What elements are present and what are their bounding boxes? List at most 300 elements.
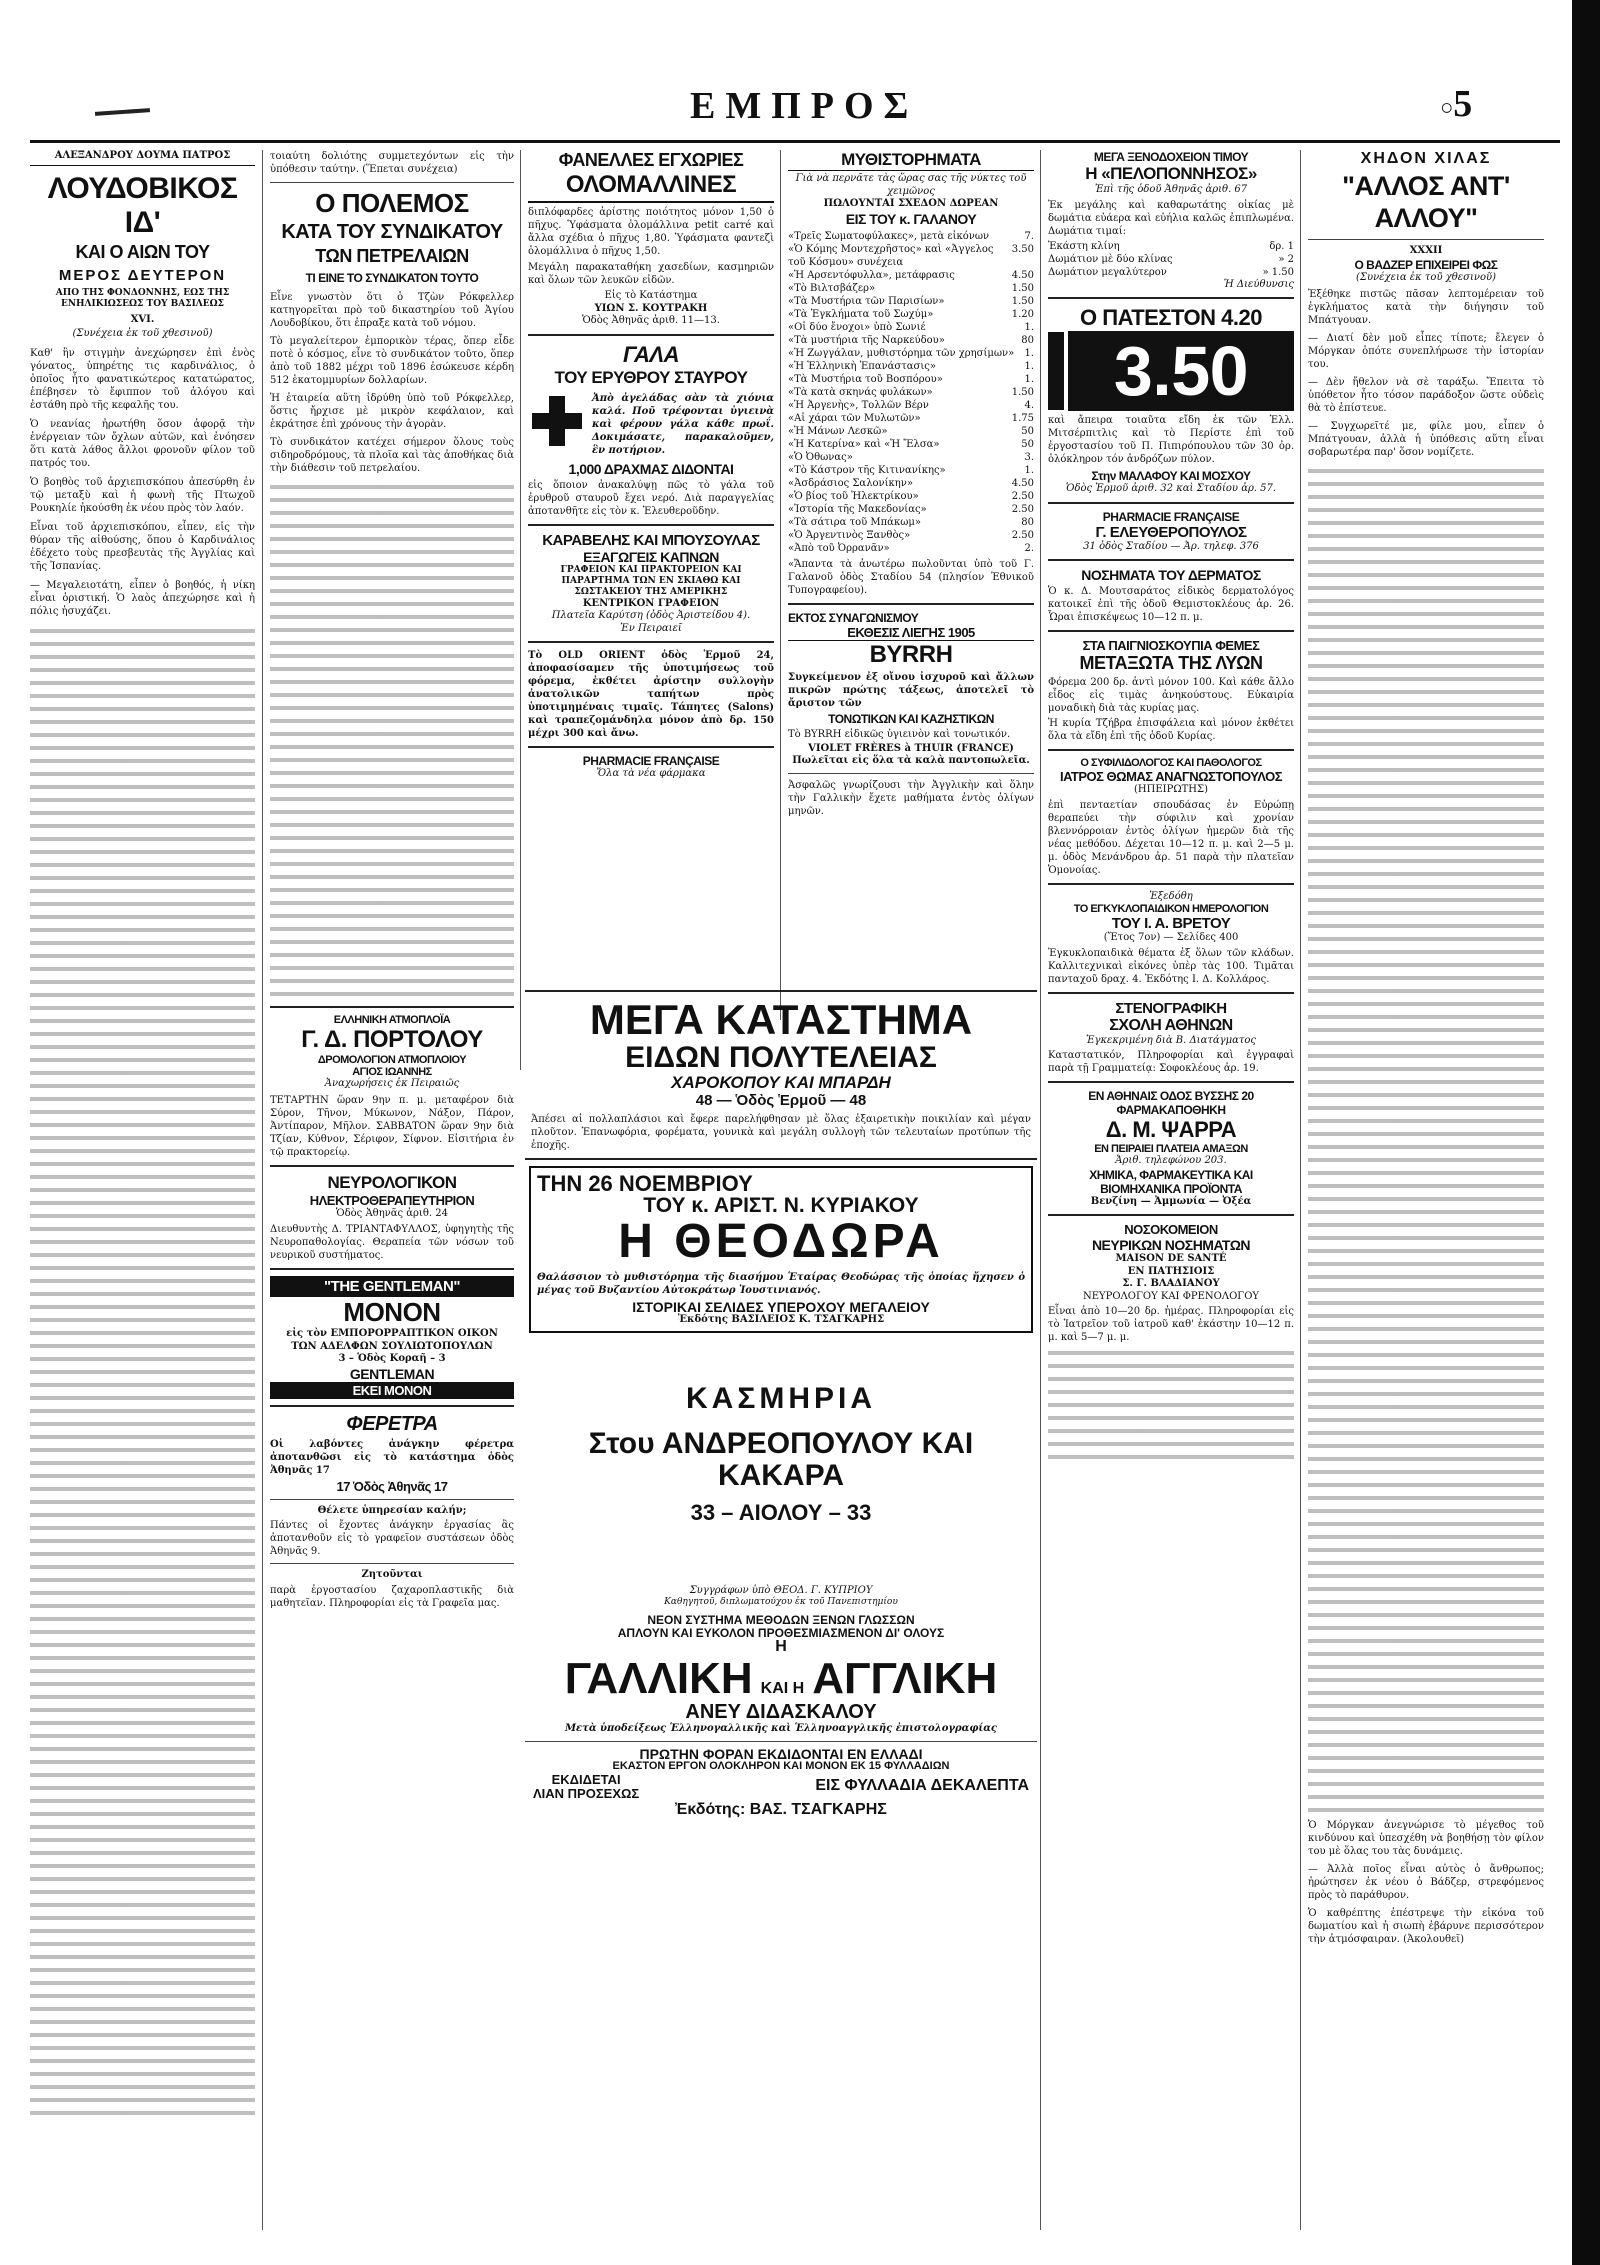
- ad-hotel-name: Η «ΠΕΛΟΠΟΝΝΗΣΟΣ»: [1085, 164, 1257, 183]
- price-label-strip: [1048, 332, 1064, 410]
- continuation-note: (Συνέχεια ἐκ τοῦ χθεσινοῦ): [72, 328, 213, 339]
- serial-header: ΧΗΔΟΝ ΧΙΛΑΣ: [1360, 150, 1492, 167]
- ad-drugstore-products: ΧΗΜΙΚΑ, ΦΑΡΜΑΚΕΥΤΙΚΑ ΚΑΙ ΒΙΟΜΗΧΑΝΙΚΑ ΠΡΟΪΟΝΤΑ: [1089, 1167, 1253, 1196]
- middle-ads: [525, 990, 1037, 2230]
- article-paragraph: Εἶναι τοῦ ἀρχιεπισκόπου, εἶπεν, εἰς τὴν θύραν τῆς αἰθούσης, ὅπου ὁ Καρδινάλιος ἐδέχετο τοὺς πρεσβευτὰς τῆς Ἀγγλίας καὶ τῆς Ἰσπανίας.: [30, 521, 255, 572]
- novel-list-item: [788, 529, 1034, 542]
- serial-subtitle: Ο ΒΑΔΖΕΡ ΕΠΙΧΕΙΡΕΙ ΦΩΣ: [1354, 257, 1498, 272]
- ad-flannel-store-name: ΥΙΩΝ Σ. ΚΟΥΤΡΑΚΗ: [594, 302, 708, 314]
- ad-silk-subtitle: ΜΕΤΑΞΩΤΑ ΤΗΣ ΛΥΩΝ: [1079, 653, 1263, 673]
- novel-list-item: [788, 386, 1034, 399]
- divider: [1048, 992, 1294, 994]
- serial-chapter: XXXII: [1409, 245, 1443, 256]
- novel-title: «Τὸ Βιλτσβάζερ»: [788, 282, 876, 294]
- ad-language-publishing-line: ΛΙΑΝ ΠΡΟΣΕΧΩΣ: [533, 1785, 640, 1801]
- ad-flannel-title: ΦΑΝΕΛΛΕΣ ΕΓΧΩΡΙΕΣ: [558, 150, 744, 170]
- ad-hotel-signature: Ἡ Διεύθυνσις: [1223, 278, 1294, 290]
- divider: [1048, 749, 1294, 751]
- ad-theodora-author: ΤΟΥ κ. ΑΡΙΣΤ. Ν. ΚΥΡΙΑΚΟΥ: [643, 1194, 919, 1218]
- ad-hotel-text: Ἐκ μεγάλης καὶ καθαρωτάτης οἰκίας μὲ δωμάτια εὐάερα καὶ εὐήλια καλῶς ἐπιπλωμένα. Δωμάτια τιμαί:: [1048, 199, 1294, 237]
- ad-shorthand-text: Καταστατικόν, Πληροφορίαι καὶ ἐγγραφαὶ παρὰ τῇ Γραμματείᾳ: Σοφοκλέους ἀρ. 19.: [1048, 1050, 1294, 1074]
- novel-list-item: [788, 295, 1034, 308]
- ad-coat-price-row: [1048, 331, 1294, 411]
- divider: [528, 524, 774, 526]
- ad-steamship-ship: ΑΓΙΟΣ ΙΩΑΝΝΗΣ: [352, 1066, 432, 1078]
- room-price-item: [1048, 253, 1294, 266]
- novel-title: «Αἱ χάραι τῶν Μυλωτῶν»: [788, 412, 921, 424]
- divider: [270, 1006, 514, 1008]
- divider: [270, 182, 514, 183]
- novel-list-item: [788, 230, 1034, 243]
- ad-drugstore-phone: Ἀριθ. τηλεφώνου 203.: [1115, 1155, 1227, 1166]
- room-price: » 2: [1278, 253, 1294, 265]
- novel-title: «Ὁ Ἀργεντινὸς Ξανθὸς»: [788, 529, 911, 541]
- divider: [528, 641, 774, 643]
- ad-skin-title: ΝΟΣΗΜΑΤΑ ΤΟΥ ΔΕΡΜΑΤΟΣ: [1081, 567, 1261, 583]
- ad-flannel-text: διπλόφαρδες ἀρίστης ποιότητος μόνον 1,50 ὁ πῆχυς. Ὑφάσματα ὁλομάλλινα petit carré καὶ ἄλλα σχέδια ὁ πῆχυς 1,80. Ὑφάσματα φαντεζὶ ὁλομάλλινα ὁ πῆχυς 1,50.: [528, 207, 774, 257]
- novel-price: 80: [1021, 516, 1034, 528]
- ad-coffins-text: Οἱ λαβόντες ἀνάγκην φέρετρα ἀποτανθῶσι εἰς τὸ κατάστημα ὁδὸς Ἀθηνᾶς 17: [270, 1438, 514, 1476]
- ad-theodora-publisher: Ἐκδότης ΒΑΣΙΛΕΙΟΣ Κ. ΤΣΑΓΚΑΡΗΣ: [677, 1314, 885, 1326]
- ad-almanac-text: Ἐγκυκλοπαιδικὰ θέματα ἐξ ὅλων τῶν κλάδων. Καλλιτεχνικαὶ εἰκόνες ὑπὲρ τὰς 100. Τιμᾶται πανταχοῦ δραχ. 4. Ἐκδότης Ι. Δ. Κολλάρος.: [1048, 947, 1294, 985]
- ad-byrrh-sold: Πωλεῖται εἰς ὅλα τὰ καλὰ παντοπωλεῖα.: [792, 755, 1030, 766]
- room-type: Δωμάτιον μεγαλύτερον: [1048, 266, 1167, 278]
- ad-shorthand-approval: Ἐγκεκριμένη διὰ Β. Διατάγματος: [1085, 1034, 1257, 1046]
- ad-drugstore-branch: ΕΝ ΠΕΙΡΑΙΕΙ ΠΛΑΤΕΙΑ ΑΜΑΞΩΝ: [1094, 1143, 1248, 1155]
- novel-list-item: [788, 464, 1034, 477]
- ad-steamship-route: ΔΡΟΜΟΛΟΓΙΟΝ ΑΤΜΟΠΛΟΙΟΥ: [317, 1054, 467, 1066]
- novel-price: 7.: [1024, 230, 1034, 242]
- ad-language-author: Συγγράφων ὑπὸ ΘΕΟΔ. Γ. ΚΥΠΡΙΟΥ: [689, 1584, 873, 1596]
- ad-gentleman-brand: GENTLEMAN: [349, 1365, 435, 1382]
- novel-price: 2.50: [1011, 529, 1034, 541]
- ad-shorthand-subtitle: ΣΧΟΛΗ ΑΘΗΝΩΝ: [1109, 1016, 1233, 1034]
- ad-tobacco-line: ΓΡΑΦΕΙΟΝ ΚΑΙ ΠΡΑΚΤΟΡΕΙΟΝ ΚΑΙ ΠΑΡΑΡΤΗΜΑ ΤΩΝ ΕΝ ΣΚΙΑΘΩ ΚΑΙ ΣΩΣΤΑΚΕΙΟΥ ΤΗΣ ΑΜΕΡΙΚΗΣ: [560, 564, 742, 597]
- article-title: Ο ΠΟΛΕΜΟΣ: [315, 188, 469, 218]
- ad-byrrh-kicker: ΕΚΤΟΣ ΣΥΝΑΓΩΝΙΣΜΟΥ: [788, 610, 919, 625]
- ad-doctor-title: Ο ΣΥΦΙΛΙΔΟΛΟΓΟΣ ΚΑΙ ΠΑΘΟΛΟΓΟΣ: [1080, 757, 1262, 769]
- ad-byrrh-expo: ΕΚΘΕΣΙΣ ΛΙΕΓΗΣ 1905: [788, 625, 1034, 641]
- ad-flannel-subtitle: ΟΛΟΜΑΛΛΙΝΕΣ: [528, 171, 774, 203]
- column-rule: [1300, 150, 1301, 2230]
- novel-list-item: [788, 360, 1034, 373]
- novel-price: 4.50: [1011, 477, 1034, 489]
- serial-title: "ΑΛΛΟΣ ΑΝΤ' ΑΛΛΟΥ": [1342, 171, 1510, 233]
- ad-language-french: ΓΑΛΛΙΚΗ: [564, 1653, 753, 1703]
- ad-gentleman-footer: ΕΚΕΙ ΜΟΝΟΝ: [270, 1382, 514, 1399]
- ad-silk-title: ΣΤΑ ΠΑΙΓΝΙΟΣΚΟΥΠΙΑ ΦΕΜΕΣ: [1082, 638, 1260, 653]
- article-title: ΚΑΤΑ ΤΟΥ ΣΥΝΔΙΚΑΤΟΥ: [281, 221, 503, 243]
- ad-flannel-text: Μεγάλη παρακαταθήκη χασεδίων, κασμηριῶν καὶ ὅλων τῶν λευκῶν εἰδῶν.: [528, 262, 774, 286]
- divider: [1048, 1214, 1294, 1216]
- novel-price: 1.75: [1011, 412, 1034, 424]
- divider: [270, 1405, 514, 1407]
- article-paragraph: Καθ' ἣν στιγμὴν ἀνεχώρησεν ἐπὶ ἐνὸς γόνατος, ὑπηρέτης τις καρδινάλιος, ὁ ὁποῖος ἦτο φανατικώτερος κατατώρατος, ἐπέβησεν τὸ ἔφιππον τοῦ ἀλόγου καὶ ἐστάθη πρὸ τῆς κεφαλῆς του.: [30, 347, 255, 411]
- novel-price: 50: [1021, 438, 1034, 450]
- novels-seller: ΕΙΣ ΤΟΥ κ. ΓΑΛΑΝΟΥ: [845, 210, 977, 227]
- novel-price: 4.50: [1011, 269, 1034, 281]
- article-body-filler: [1308, 464, 1544, 1814]
- ad-language-first: ΠΡΩΤΗΝ ΦΟΡΑΝ ΕΚΔΙΔΟΝΤΑΙ ΕΝ ΕΛΛΑΔΙ: [639, 1745, 923, 1762]
- ad-milk-text: εἰς ὅποιον ἀνακαλύψῃ πῶς τὸ γάλα τοῦ ἐρυθροῦ σταυροῦ ἔχει νερό. Διὰ παραγγελίας ἀποτανθῆτε εἰς τὸν κ. Ἐλευθεροῦδην.: [528, 479, 774, 517]
- ad-language-format: ΕΙΣ ΦΥΛΛΑΔΙΑ ΔΕΚΑΛΕΠΤΑ: [815, 1777, 1029, 1795]
- ad-byrrh-text: Συγκείμενον ἐξ οἴνου ἰσχυροῦ καὶ ἄλλων πικρῶν πρώτης τάξεως, ἀποτελεῖ τὸ ἄριστον τῶν: [788, 671, 1034, 709]
- novel-title: «Ἡ Ζωγγάλαν, μυθιστόρημα τῶν χρησίμων»: [788, 347, 1015, 359]
- ad-gentleman-only: ΜΟΝΟΝ: [343, 1297, 441, 1327]
- ad-neuro-subtitle: ΗΛΕΚΤΡΟΘΕΡΑΠΕΥΤΗΡΙΟΝ: [309, 1192, 475, 1208]
- ad-store-subtitle: ΕΙΔΩΝ ΠΟΛΥΤΕΛΕΙΑΣ: [625, 1041, 937, 1075]
- ad-coat-price-new: 3.50: [1068, 331, 1294, 411]
- ad-coat-store: Στην ΜΑΛΑΦΟΥ ΚΑΙ ΜΟΣΧΟΥ: [1091, 469, 1251, 483]
- novel-list-item: [788, 321, 1034, 334]
- feuilleton-part: ΜΕΡΟΣ ΔΕΥΤΕΡΟΝ: [58, 266, 227, 284]
- masthead-title: ΕΜΠΡΟΣ: [690, 85, 919, 127]
- room-price-item: [1048, 240, 1294, 253]
- ad-language-publisher: Ἐκδότης: ΒΑΣ. ΤΣΑΓΚΑΡΗΣ: [675, 1801, 887, 1819]
- ad-coffins-title: ΦΕΡΕΤΡΑ: [346, 1412, 438, 1435]
- masthead-rule: [30, 140, 1560, 143]
- ad-clinic-french: MAISON DE SANTÉ: [1115, 1253, 1227, 1264]
- novel-title: «Τὸ Κάστρον τῆς Κιτινανίκης»: [788, 464, 946, 476]
- divider: [788, 603, 1034, 605]
- article-subtitle: ΤΙ ΕΙΝΕ ΤΟ ΣΥΝΔΙΚΑΤΟΝ ΤΟΥΤΟ: [305, 271, 479, 285]
- novel-title: «Ἡ Αρσεντόφυλλα», μετάφρασις: [788, 269, 955, 281]
- novel-list-item: [788, 399, 1034, 412]
- novel-list-item: [788, 516, 1034, 529]
- ad-steamship-kicker: ΕΛΛΗΝΙΚΗ ΑΤΜΟΠΛΟΪΑ: [333, 1014, 451, 1026]
- ad-almanac-author: ΤΟΥ Ι. Α. ΒΡΕΤΟΥ: [1111, 915, 1231, 932]
- novel-price: 3.: [1024, 451, 1034, 463]
- column-rule: [780, 150, 781, 1020]
- novel-list-item: [788, 269, 1034, 282]
- article-paragraph: — Δὲν ἤθελον νὰ σὲ ταράξω. Ἔπειτα τὸ ὑπόθετον ἦτο τόσον παράδοξον ὥστε οὐδεὶς θὰ τὸ ἐπίστευε.: [1308, 377, 1544, 414]
- ad-language-article: Η: [775, 1638, 787, 1656]
- ad-steamship-text: ΤΕΤΑΡΤΗΝ ὥραν 9ην π. μ. μεταφέρον διὰ Σύρον, Τῆνον, Μύκωνον, Νάξον, Πάρον, Ἀντίπαρον, Μῆλον. ΣΑΒΒΑΤΟΝ ὥραν 9ην διὰ Τζίαν, Κύθνον, Σέριφον, Σίφνον. Εἰσιτήρια ἐν τῷ πρακτορείῳ.: [270, 1094, 514, 1158]
- article-title: ΤΩΝ ΠΕΤΡΕΛΑΙΩΝ: [315, 246, 469, 266]
- divider: [1048, 502, 1294, 504]
- ad-language-note: Μετὰ ὑποδείξεως Ἑλληνογαλλικῆς καὶ Ἑλληνοαγγλικῆς ἐπιστολογραφίας: [564, 1723, 998, 1735]
- ad-theodora: [529, 1166, 1033, 1333]
- ad-store-text: Ἀπέσει αἱ πολλαπλάσιοι καὶ ἔφερε παρελήφθησαν μὲ ὅλας ἐξαιρετικὴν ποικιλίαν καὶ μέγαν πλοῦτον. Ἐπανωφόρια, φορέματα, γουνικὰ καὶ μεγάλη συλλογὴ τῶν τελευταίων προτύπων τῆς ἐποχῆς.: [531, 1114, 1031, 1152]
- ad-hotel-title: ΜΕΓΑ ΞΕΝΟΔΟΧΕΙΟΝ ΤΙΜΟΥ: [1093, 150, 1249, 164]
- ad-clinic-specialty: ΝΕΥΡΟΛΟΓΟΥ ΚΑΙ ΦΡΕΝΟΛΟΓΟΥ: [1082, 1290, 1260, 1302]
- novel-list-item: [788, 503, 1034, 516]
- novel-list-item: [788, 438, 1034, 451]
- ad-language-system: ΝΕΟΝ ΣΥΣΤΗΜΑ ΜΕΘΟΔΩΝ ΞΕΝΩΝ ΓΛΩΣΣΩΝ: [647, 1613, 915, 1627]
- novel-price: 1.20: [1011, 308, 1034, 320]
- novel-title: «Τὰ μυστήρια τῆς Ναρκεύδου»: [788, 334, 945, 346]
- ad-almanac-title: ΤΟ ΕΓΚΥΚΛΟΠΑΙΔΙΚΟΝ ΗΜΕΡΟΛΟΓΙΟΝ: [1073, 903, 1269, 915]
- article-paragraph: Ὁ νεανίας ἠρωτήθη ὅσον ἀφορᾷ τὴν ἐνέργειαν τῶν ὄχλων αὐτῶν, καὶ ἐνόησεν ὅτι κατὰ λάθος ἄλλοι φρονοῦν φίλον τοῦ πατρός του.: [30, 418, 255, 469]
- ad-clinic-location: ΕΝ ΠΑΤΗΣΙΟΙΣ: [1127, 1265, 1215, 1277]
- novel-title: «Οἱ δύο ἔνοχοι» ὑπὸ Σωνιέ: [788, 321, 926, 333]
- novel-list-item: [788, 425, 1034, 438]
- ad-cashmere-store: Στου ΑΝΔΡΕΟΠΟΥΛΟΥ ΚΑΙ ΚΑΚΑΡΑ: [588, 1427, 974, 1492]
- novel-title: «Τρεῖς Σωματοφύλακες», μετὰ εἰκόνων: [788, 230, 990, 242]
- ad-steamship-company: Γ. Δ. ΠΟΡΤΟΛΟΥ: [301, 1026, 483, 1053]
- ad-gentleman-title: "THE GENTLEMAN": [270, 1276, 514, 1297]
- ad-theodora-title: Η ΘΕΟΔΩΡΑ: [618, 1215, 944, 1269]
- novel-title: «Ἰστορία τῆς Μακεδονίας»: [788, 503, 927, 515]
- column-2: [270, 150, 514, 2230]
- divider: [270, 1563, 514, 1564]
- column-rule: [262, 150, 263, 2230]
- novel-price: 2.50: [1011, 503, 1034, 515]
- novel-price: 2.50: [1011, 490, 1034, 502]
- page-number: ○5: [1440, 83, 1473, 125]
- divider: [1048, 630, 1294, 632]
- ad-theodora-text: Θαλάσσιον τὸ μυθιστόρημα τῆς διασήμου Ἑταίρας Θεοδώρας τῆς ὁποίας ἤχησεν ὁ μέγας τοῦ Βυζαντίου Αὐτοκράτωρ Ἰουστινιανός.: [537, 1271, 1025, 1296]
- ad-language-issues: ΕΚΑΣΤΟΝ ΕΡΓΟΝ ΟΛΟΚΛΗΡΟΝ ΚΑΙ ΜΟΝΟΝ ΕΚ 15 ΦΥΛΛΑΔΙΩΝ: [612, 1760, 950, 1773]
- masthead: [0, 60, 1572, 150]
- novel-title: «Ὁ Ὀθωνας»: [788, 451, 853, 463]
- novel-list-item: [788, 243, 1034, 269]
- divider: [525, 1158, 1037, 1160]
- ad-clinic-title: ΝΟΣΟΚΟΜΕΙΟΝ: [1124, 1222, 1218, 1237]
- novel-title: «Τὰ Μυστήρια τοῦ Βοσπόρου»: [788, 373, 943, 385]
- novel-list-item: [788, 542, 1034, 555]
- ad-neuro-address: Ὁδὸς Ἀθηνᾶς ἀριθ. 24: [336, 1207, 448, 1219]
- novels-title: ΜΥΘΙΣΤΟΡΗΜΑΤΑ: [788, 150, 1034, 171]
- ad-old-orient-text: Τὸ OLD ORIENT ὁδὸς Ἑρμοῦ 24, ἀποφασίσαμεν τῆς ὑποτιμήσεως τοῦ φόρεμα, ἐκθέτει ἀρίστην συλλογὴν ἀνατολικῶν ταπήτων πρὸς ὑποτιμημέναις τιμαῖς. Τάπητες (Salons) καὶ τραπεζομάνδηλα μόνον ἀπὸ δρ. 150 μέχρι 300 καὶ ἄνω.: [528, 650, 774, 739]
- ad-doctor-text: ἐπὶ πενταετίαν σπουδάσας ἐν Εὐρώπῃ θεραπεύει τὴν σύφιλιν καὶ χρονίαν βλεννόρροιαν ἐντὸς ὀλίγων ἡμερῶν διὰ τῆς νέας μεθόδου. Δέχεται 10—12 π. μ. καὶ 2—5 μ. μ. ὁδὸς Μενάνδρου ἀρ. 51 παρὰ τὴν πλατεῖαν Ὁμονοίας.: [1048, 799, 1294, 876]
- continuation-note: (Συνέχεια ἐκ τοῦ χθεσινοῦ): [1356, 271, 1496, 283]
- article-paragraph: — Συγχωρεῖτέ με, φίλε μου, εἶπεν ὁ Μπάτγουαν, ἀλλὰ ἡ ὑπόθεσις αὕτη εἶναι σοβαρωτέρα παρ' ὅσον νομίζετε.: [1308, 421, 1544, 458]
- masthead-scratch-mark: [95, 108, 150, 116]
- ad-almanac-kicker: Ἐξεδόθη: [1149, 890, 1193, 902]
- ad-wanted-title: Ζητοῦνται: [361, 1569, 423, 1580]
- ad-coat-text: καὶ ἄπειρα τοιαῦτα εἴδη ἐκ τῶν Ἑλλ. Μιτσέρπιτλις καὶ τὸ Περίστε ἐπὶ τοῦ ἐργοστασίου τοῦ Π. Πιπιρόπουλου τῶν 30 ὀρ. ὁλόκληρον τόν ἀνδρόζων πύλον.: [1048, 415, 1294, 465]
- ad-byrrh-brand: BYRRH: [869, 640, 953, 668]
- novel-price: 2.: [1024, 542, 1034, 554]
- novel-list-item: [788, 373, 1034, 386]
- ad-gentleman-address: 3 – Ὁδὸς Κοραῆ – 3: [338, 1353, 446, 1364]
- ad-neuro-title: ΝΕΥΡΟΛΟΓΙΚΟΝ: [327, 1172, 457, 1192]
- article-body-filler: [1048, 1346, 1294, 1466]
- ad-pharmacy-address: 31 ὁδὸς Σταδίου — Ἀρ. τηλεφ. 376: [1083, 540, 1259, 552]
- ad-language-and: ΚΑΙ Η: [760, 1679, 805, 1697]
- ad-theodora-pages: ΙΣΤΟΡΙΚΑΙ ΣΕΛΙΔΕΣ ΥΠΕΡΟΧΟΥ ΜΕΓΑΛΕΙΟΥ: [632, 1298, 930, 1315]
- novel-price: 50: [1021, 425, 1034, 437]
- divider: [270, 1165, 514, 1167]
- novel-price: 4.: [1024, 399, 1034, 411]
- ad-silk-text: Ἡ κυρία Τζήβρα ἐπισφάλεια καὶ μόνον ἐκθέτει ὅλα τὰ εἴδη ἐπὶ τῆς ὁδοῦ Κυρίας.: [1048, 718, 1294, 742]
- ad-language-no-teacher: ΑΝΕΥ ΔΙΔΑΣΚΑΛΟΥ: [685, 1701, 877, 1724]
- divider: [525, 990, 1037, 992]
- ad-drugstore-items: Βενζίνη — Ἀμμωνία — Ὀξέα: [1090, 1195, 1252, 1207]
- divider: [270, 1268, 514, 1270]
- ad-drugstore-address: ΕΝ ΑΘΗΝΑΙΣ ΟΔΟΣ ΒΥΣΣΗΣ 20: [1088, 1089, 1254, 1103]
- ad-service-text: Πάντες οἱ ἔχοντες ἀνάγκην ἐργασίας ἂς ἀποτανθοῦν εἰς τὸ γραφεῖον συστάσεων ὁδὸς Ἀθηνᾶς 9.: [270, 1520, 514, 1557]
- article-body-filler: [270, 480, 514, 1000]
- ad-cashmere-title: ΚΑΣΜΗΡΙΑ: [686, 1381, 876, 1415]
- room-price: » 1.50: [1262, 266, 1294, 278]
- ad-pharmacy-title: PHARMACIE FRANÇAISE: [1102, 509, 1240, 524]
- ad-tobacco-title: ΚΑΡΑΒΕΛΗΣ ΚΑΙ ΜΠΟΥΣΟΥΛΑΣ: [542, 531, 760, 549]
- ad-service-title: Θέλετε ὑπηρεσίαν καλήν;: [317, 1504, 467, 1516]
- ad-pharmacy-text: Ὅλα τὰ νέα φάρμακα: [596, 768, 706, 779]
- feuilleton-from-line: ΑΠΟ ΤΗΣ ΦΟΝΔΟΝΝΗΣ, ΕΩΣ ΤΗΣ ΕΝΗΛΙΚΙΩΣΕΩΣ ΤΟΥ ΒΑΣΙΛΕΩΣ: [55, 287, 230, 309]
- ad-coffins-address: 17 Ὁδὸς Ἀθηνᾶς 17: [336, 1478, 448, 1494]
- room-type: Δωμάτιον μὲ δύο κλίνας: [1048, 253, 1173, 265]
- ad-coat-address: Ὁδὸς Ἑρμοῦ ἀριθ. 32 καὶ Σταδίου ἀρ. 57.: [1065, 483, 1277, 494]
- column-4: [788, 150, 1034, 980]
- ad-store-title: ΜΕΓΑ ΚΑΤΑΣΤΗΜΑ: [589, 996, 973, 1043]
- article-paragraph: Ὁ Μόργκαν ἀνεγνώρισε τὸ μέγεθος τοῦ κινδύνου καὶ ὑπεσχέθη νὰ βοηθήσῃ τὸν φίλον του μὲ ὅλας του τὰς δυνάμεις.: [1308, 1820, 1544, 1857]
- novel-list-item: [788, 412, 1034, 425]
- ad-hotel-prices: [1048, 240, 1294, 279]
- ad-tobacco-city: Ἐν Πειραιεῖ: [620, 622, 682, 634]
- article-paragraph: Τὸ μεγαλείτερον ἐμπορικὸν τέρας, ὅπερ εἶδε ποτὲ ὁ κόσμος, εἶνε τὸ συνδικάτον τοῦτο, ὅπερ ἀπὸ τοῦ 1882 μέχρι τοῦ 1896 ἐσώκευσε κέρδη 512 ἑκατομμυρίων δολλαρίων.: [270, 336, 514, 386]
- article-paragraph: — Ἀλλὰ ποῖος εἶναι αὐτὸς ὁ ἄνθρωπος; ἠρώτησεν ἐκ νέου ὁ Βάδζερ, στρεφόμενος πρὸς τὸ παράθυρον.: [1308, 1864, 1544, 1901]
- divider: [1048, 883, 1294, 885]
- ad-milk-text: Ἀπὸ ἀγελάδας σὰν τὰ χιόνια καλά. Ποῦ τρέφονται ὑγιεινὰ καὶ φέρουν γάλα κάθε πρωΐ. Δοκιμάσατε, παρακαλοῦμεν, ἓν ποτήριον.: [592, 392, 774, 456]
- ad-drugstore-title: ΦΑΡΜΑΚΑΠΟΘΗΚΗ: [1116, 1103, 1226, 1117]
- ad-milk-body: [528, 392, 774, 457]
- column-3: [528, 150, 774, 980]
- novel-list-item: [788, 308, 1034, 321]
- scan-border: [1572, 0, 1600, 2265]
- novel-title: «Ὁ Κόμης Μοντεχρῆστος» καὶ «Ἀγγελος τοῦ Κόσμου» συνέχεια: [788, 243, 994, 268]
- novels-note: «Ἄπαντα τὰ ἀνωτέρω πωλοῦνται ὑπὸ τοῦ Γ. Γαλανοῦ ὁδὸς Σταδίου 54 (πλησίον Ἐθνικοῦ Τυπογραφείου).: [788, 558, 1034, 596]
- ad-flannel-store: Εἰς τὸ Κατάστημα: [604, 290, 698, 301]
- ad-byrrh-tonic: ΤΟΝΩΤΙΚΩΝ ΚΑΙ ΚΑΖΗΣΤΙΚΩΝ: [828, 711, 994, 726]
- novel-price: 1.: [1024, 373, 1034, 385]
- feuilleton-kicker: ΑΛΕΞΑΝΔΡΟΥ ΔΟΥΜΑ ΠΑΤΡΟΣ: [30, 150, 255, 166]
- novel-title: «Ἡ Ἀργενὴς», Τολλῶν Βέρν: [788, 399, 929, 411]
- novel-title: «Ὁ βίος τοῦ Ἡλεκτρίκου»: [788, 490, 919, 502]
- novel-title: «Τὰ σάτιρα τοῦ Μπάκωμ»: [788, 516, 921, 528]
- room-price-item: [1048, 266, 1294, 279]
- ad-tobacco-address: Πλατεῖα Καρύτση (ὁδὸς Ἀριστείδου 4).: [551, 610, 751, 621]
- feuilleton-title: ΛΟΥΔΟΒΙΚΟΣ ΙΔ': [47, 171, 238, 239]
- room-type: Ἐκάστη κλίνη: [1048, 240, 1120, 252]
- column-rule: [1040, 150, 1041, 2230]
- ad-doctor-origin: (ΗΠΕΙΡΩΤΗΣ): [1134, 784, 1208, 795]
- article-paragraph: — Διατί δὲν μοῦ εἶπες τίποτε; ἔλεγεν ὁ Μόργκαν ὁπότε συνεπλήρωσε τὴν ἱστορίαν του.: [1308, 333, 1544, 370]
- novel-list-item: [788, 451, 1034, 464]
- ad-almanac-year: (Ἔτος 7ον) — Σελίδες 400: [1103, 932, 1239, 943]
- novel-price: 1.50: [1011, 282, 1034, 294]
- article-paragraph: Τὸ συνδικάτον κατέχει σήμερον ὅλους τοὺς σιδηροδρόμους, τὰ πλοῖα καὶ τὰς ἀποθήκας διὰ τὴν διάθεσιν τοῦ πετρελαίου.: [270, 437, 514, 474]
- article-paragraph: Ἡ ἐταιρεία αὕτη ἱδρύθη ὑπὸ τοῦ Ρόκφελλερ, ὅστις ἤρχισε μὲ μικρὸν κεφάλαιον, καὶ ἐκράτησε ἐπὶ χρόνους τὴν ἀγορὰν.: [270, 393, 514, 430]
- ad-steamship-departures: Ἀναχωρήσεις ἐκ Πειραιῶς: [324, 1078, 460, 1089]
- ad-theodora-date: ΤΗΝ 26 ΝΟΕΜΒΡΙΟΥ: [537, 1171, 753, 1197]
- novels-list: [788, 230, 1034, 555]
- column-feuilleton: [30, 150, 255, 2230]
- divider: [1048, 297, 1294, 299]
- feuilleton-subtitle: ΚΑΙ Ο ΑΙΩΝ ΤΟΥ: [75, 241, 210, 262]
- novel-title: «Τὰ κατὰ σκηνάς φυλάκων»: [788, 386, 933, 398]
- novel-title: «Ἡ Μάνων Λεσκῶ»: [788, 425, 888, 437]
- ad-language-text: Ἀσφαλῶς γνωρίζουσι τὴν Ἀγγλικὴν καὶ ὅλην τὴν Γαλλικὴν ἔχετε μαθήματα ἐντὸς ὀλίγων μηνῶν.: [788, 779, 1034, 817]
- novel-list-item: [788, 334, 1034, 347]
- ad-language-author-title: Καθηγητοῦ, διπλωματούχου ἐκ τοῦ Πανεπιστημίου: [664, 1597, 898, 1607]
- ad-doctor-name: ΙΑΤΡΟΣ ΘΩΜΑΣ ΑΝΑΓΝΩΣΤΟΠΟΥΛΟΣ: [1059, 769, 1282, 784]
- novel-list-item: [788, 282, 1034, 295]
- novel-price: 1.50: [1011, 295, 1034, 307]
- red-cross-icon: [528, 392, 586, 450]
- novel-title: «Ἀσδράσιος Σαλονίκην»: [788, 477, 913, 489]
- divider: [788, 773, 1034, 774]
- novel-list-item: [788, 477, 1034, 490]
- article-paragraph: Ἐξέθηκε πιστῶς πᾶσαν λεπτομέρειαν τοῦ ἐγκλήματος κατὰ τὴν διήγησιν τοῦ Μπάτγουαν.: [1308, 289, 1544, 326]
- ad-language-english: ΑΓΓΛΙΚΗ: [812, 1653, 998, 1703]
- divider: [525, 1741, 1037, 1742]
- ad-store-address: 48 — Ὁδὸς Ἑρμοῦ — 48: [695, 1092, 867, 1110]
- novel-title: «Τὰ Μυστήρια τῶν Παρισίων»: [788, 295, 945, 307]
- column-rule: [520, 150, 521, 1070]
- ad-flannel-address: Ὁδὸς Ἀθηνᾶς ἀριθ. 11—13.: [582, 315, 720, 326]
- article-paragraph: Εἶνε γνωστὸν ὅτι ὁ Τζὼν Ρόκφελλερ κατηγορεῖται πρὸ τοῦ δικαστηρίου τοῦ Ἀγίου Λουδοβίκου, ὅτι ἐπραξε κατὰ τοῦ νόμου.: [270, 292, 514, 329]
- ad-milk-title: ΓΑΛΑ: [623, 341, 679, 367]
- article-body-filler: [30, 624, 255, 2124]
- ad-gentleman-line: ΤΩΝ ΑΔΕΛΦΩΝ ΣΟΥΛΙΩΤΟΠΟΥΛΩΝ: [291, 1340, 493, 1352]
- ad-tobacco-line: ΚΕΝΤΡΙΚΟΝ ΓΡΑΦΕΙΟΝ: [582, 597, 720, 609]
- novel-list-item: [788, 490, 1034, 503]
- ad-cashmere-address: 33 – ΑΙΟΛΟΥ – 33: [690, 1500, 872, 1526]
- divider: [1308, 239, 1544, 240]
- novel-title: «Τὰ Ἐγκλήματα τοῦ Σωχύμ»: [788, 308, 934, 320]
- column-6: [1308, 150, 1544, 2230]
- ad-neuro-text: Διευθυντὴς Δ. ΤΡΙΑΝΤΑΦΥΛΛΟΣ, ὑφηγητὴς τῆς Νευροπαθολογίας. Θεραπεία τῶν νόσων τοῦ νευρικοῦ συστήματος.: [270, 1224, 514, 1261]
- chapter-number: XVI.: [130, 313, 155, 325]
- ad-pharmacy-title: PHARMACIE FRANÇAISE: [582, 754, 720, 768]
- divider: [528, 746, 774, 748]
- ad-milk-subtitle: ΤΟΥ ΕΡΥΘΡΟΥ ΣΤΑΥΡΟΥ: [554, 367, 748, 387]
- ad-coat-price-old: Ο ΠΑΤΕΣΤΟΝ 4.20: [1080, 305, 1262, 330]
- ad-store-owners: ΧΑΡΟΚΟΠΟΥ ΚΑΙ ΜΠΑΡΔΗ: [671, 1072, 891, 1092]
- ad-silk-text: Φόρεμα 200 δρ. ἀντὶ μόνον 100. Καὶ κάθε ἄλλο εἶδος εἰς τιμὰς ἀνηκούστους. Εὐκαιρία μοναδικὴ διὰ τὰς κυρίας μας.: [1048, 677, 1294, 714]
- ad-gentleman-line: εἰς τὸν ΕΜΠΟΡΟΡΡΑΠΤΙΚΟΝ ΟΙΚΟΝ: [286, 1328, 498, 1339]
- ad-shorthand-title: ΣΤΕΝΟΓΡΑΦΙΚΗ: [1115, 999, 1227, 1017]
- novel-price: 1.: [1024, 464, 1034, 476]
- novel-price: 1.50: [1011, 386, 1034, 398]
- divider: [270, 1499, 514, 1500]
- ad-pharmacy-owner: Γ. ΕΛΕΥΘΕΡΟΠΟΥΛΟΣ: [1095, 523, 1247, 541]
- ad-wanted-text: παρὰ ἐργοστασίου ζαχαροπλαστικῆς διὰ μαθητεῖαν. Πληροφορίαι εἰς τὰ Γραφεῖα μας.: [270, 1584, 514, 1609]
- novel-price: 1.: [1024, 360, 1034, 372]
- ad-language-system: ΑΠΛΟΥΝ ΚΑΙ ΕΥΚΟΛΟΝ ΠΡΟΘΕΣΜΙΑΣΜΕΝΟΝ ΔΙ' ΟΛΟΥΣ: [617, 1625, 945, 1640]
- novel-price: 1.: [1024, 347, 1034, 359]
- article-paragraph: Ὁ καθρέπτης ἐπέστρεψε τὴν εἰκόνα τοῦ δωματίου καὶ ἡ σιωπὴ ἐβάρυνε περισσότερον τὴν ἀτμόσφαιραν. (Ἀκολουθεῖ): [1308, 1908, 1544, 1945]
- ad-clinic-doctor: Σ. Γ. ΒΛΑΔΙΑΝΟΥ: [1122, 1278, 1220, 1289]
- ad-byrrh-maker: VIOLET FRÈRES à THUIR (FRANCE): [808, 742, 1014, 754]
- ad-clinic-text: Εἶναι ἀπὸ 10—20 δρ. ἡμέρας. Πληροφορίαι εἰς τὸ Ἰατρεῖον τοῦ ἰατροῦ καθ' ἑκάστην 10—12 π. μ. καὶ 5—7 μ. μ.: [1048, 1306, 1294, 1343]
- novels-subtitle: Γιὰ νὰ περνᾶτε τὰς ὥρας σας τῆς νύκτες τοῦ χειμῶνος: [795, 173, 1027, 197]
- ad-skin-text: Ὁ κ. Δ. Μουτσαράτος εἰδικὸς δερματολόγος κατοικεῖ ἐπὶ τῆς ὁδοῦ Θεμιστοκλέους ἀρ. 26. Ὧραι ἐπισκέψεως 10—12 π. μ.: [1048, 586, 1294, 623]
- novel-title: «Ἡ Κατερίνα» καὶ «Ἡ Ἔλσα»: [788, 438, 940, 450]
- divider: [528, 334, 774, 336]
- ad-language-footer: [525, 1773, 1037, 1800]
- novel-title: «Ἡ Ἑλληνικὴ Ἐπανάστασις»: [788, 360, 936, 372]
- divider: [1048, 1081, 1294, 1083]
- room-price: δρ. 1: [1269, 240, 1294, 252]
- novel-list-item: [788, 347, 1034, 360]
- article-paragraph: — Μεγαλειοτάτη, εἶπεν ὁ βοηθός, ἡ νίκη εἶναι ὁριστική. Ὁ λαὸς ἀπεχώρησε καὶ ἡ πόλις ἡσυχάζει.: [30, 579, 255, 617]
- ad-hotel-address: Ἐπὶ τῆς ὁδοῦ Ἀθηνᾶς ἀριθ. 67: [1094, 184, 1248, 195]
- column-5: [1048, 150, 1294, 2230]
- article-continuation: τοιαύτη δολιότης συμμετεχόντων εἰς τὴν ὑπόθεσιν ταύτην. (Ἕπεται συνέχεια): [270, 151, 514, 175]
- ad-language-publishing-line: ΕΚΔΙΔΕΤΑΙ: [551, 1771, 621, 1787]
- ad-language-headline: [525, 1653, 1037, 1703]
- novels-subtitle: ΠΩΛΟΥΝΤΑΙ ΣΧΕΔΟΝ ΔΩΡΕΑΝ: [823, 198, 999, 209]
- article-paragraph: Ὁ βοηθὸς τοῦ ἀρχιεπισκόπου ἀπεσύρθη ἐν τῷ μεταξὺ καὶ ἡ φωνὴ τῆς Πτωχοῦ Ρουκηλίε ἠκούσθη ἐκ νέου πρὸς τὸν λαόν.: [30, 476, 255, 514]
- novel-price: 1.: [1024, 321, 1034, 333]
- ad-tobacco-subtitle: ΕΞΑΓΩΓΕΙΣ ΚΑΠΝΩΝ: [583, 548, 719, 565]
- novel-price: 80: [1021, 334, 1034, 346]
- ad-language-publishing: [533, 1773, 639, 1800]
